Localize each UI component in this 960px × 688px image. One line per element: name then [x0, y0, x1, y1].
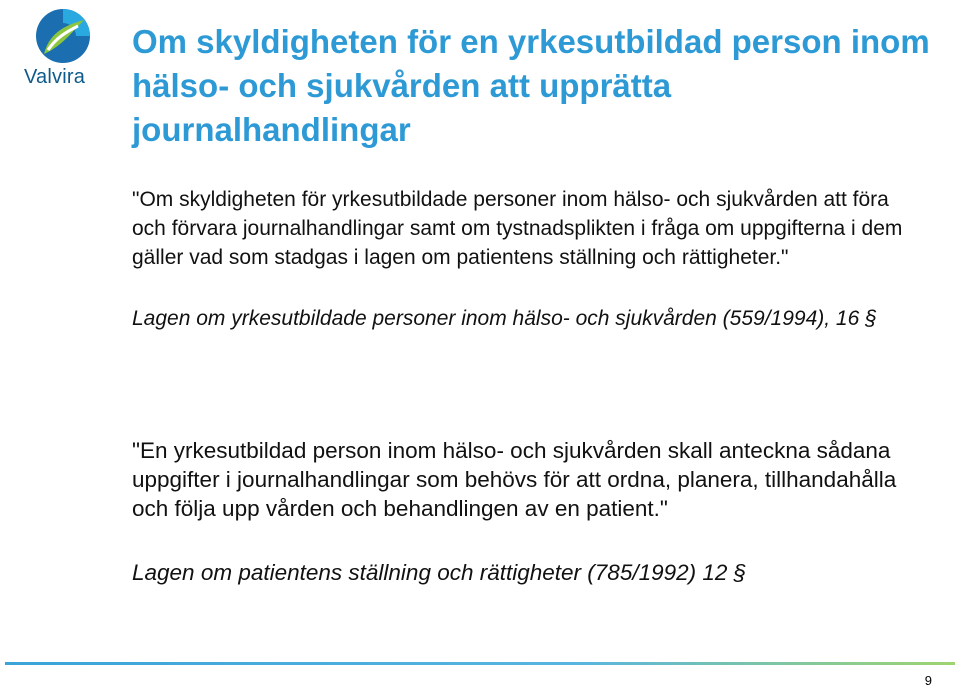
source-2: Lagen om patientens ställning och rättigheter (785/1992) 12 § [132, 560, 747, 585]
footer-divider [5, 662, 955, 665]
quote-2: "En yrkesutbildad person inom hälso- och sjukvården skall anteckna sådana uppgifter i journalhandlingar som behövs för att ordna, planera, tillhandahålla och följa upp vården och behandlingen av en patient." [132, 438, 897, 521]
quote-1: "Om skyldigheten för yrkesutbildade personer inom hälso- och sjukvården att föra och förvara journalhandlingar samt om tystnadsplikten i fråga om uppgifterna i dem gäller vad som stadgas i lagen om patientens ställning och rättigheter." [132, 188, 903, 269]
page-number: 9 [924, 673, 932, 688]
source-1: Lagen om yrkesutbildade personer inom hälso- och sjukvården (559/1994), 16 § [132, 307, 877, 330]
slide-title: Om skyldigheten för en yrkesutbildad person inom hälso- och sjukvården att upprätta journalhandlingar [132, 23, 930, 148]
valvira-leaf-icon [32, 6, 94, 66]
logo-text: Valvira [24, 66, 86, 88]
valvira-logo [22, 6, 108, 96]
